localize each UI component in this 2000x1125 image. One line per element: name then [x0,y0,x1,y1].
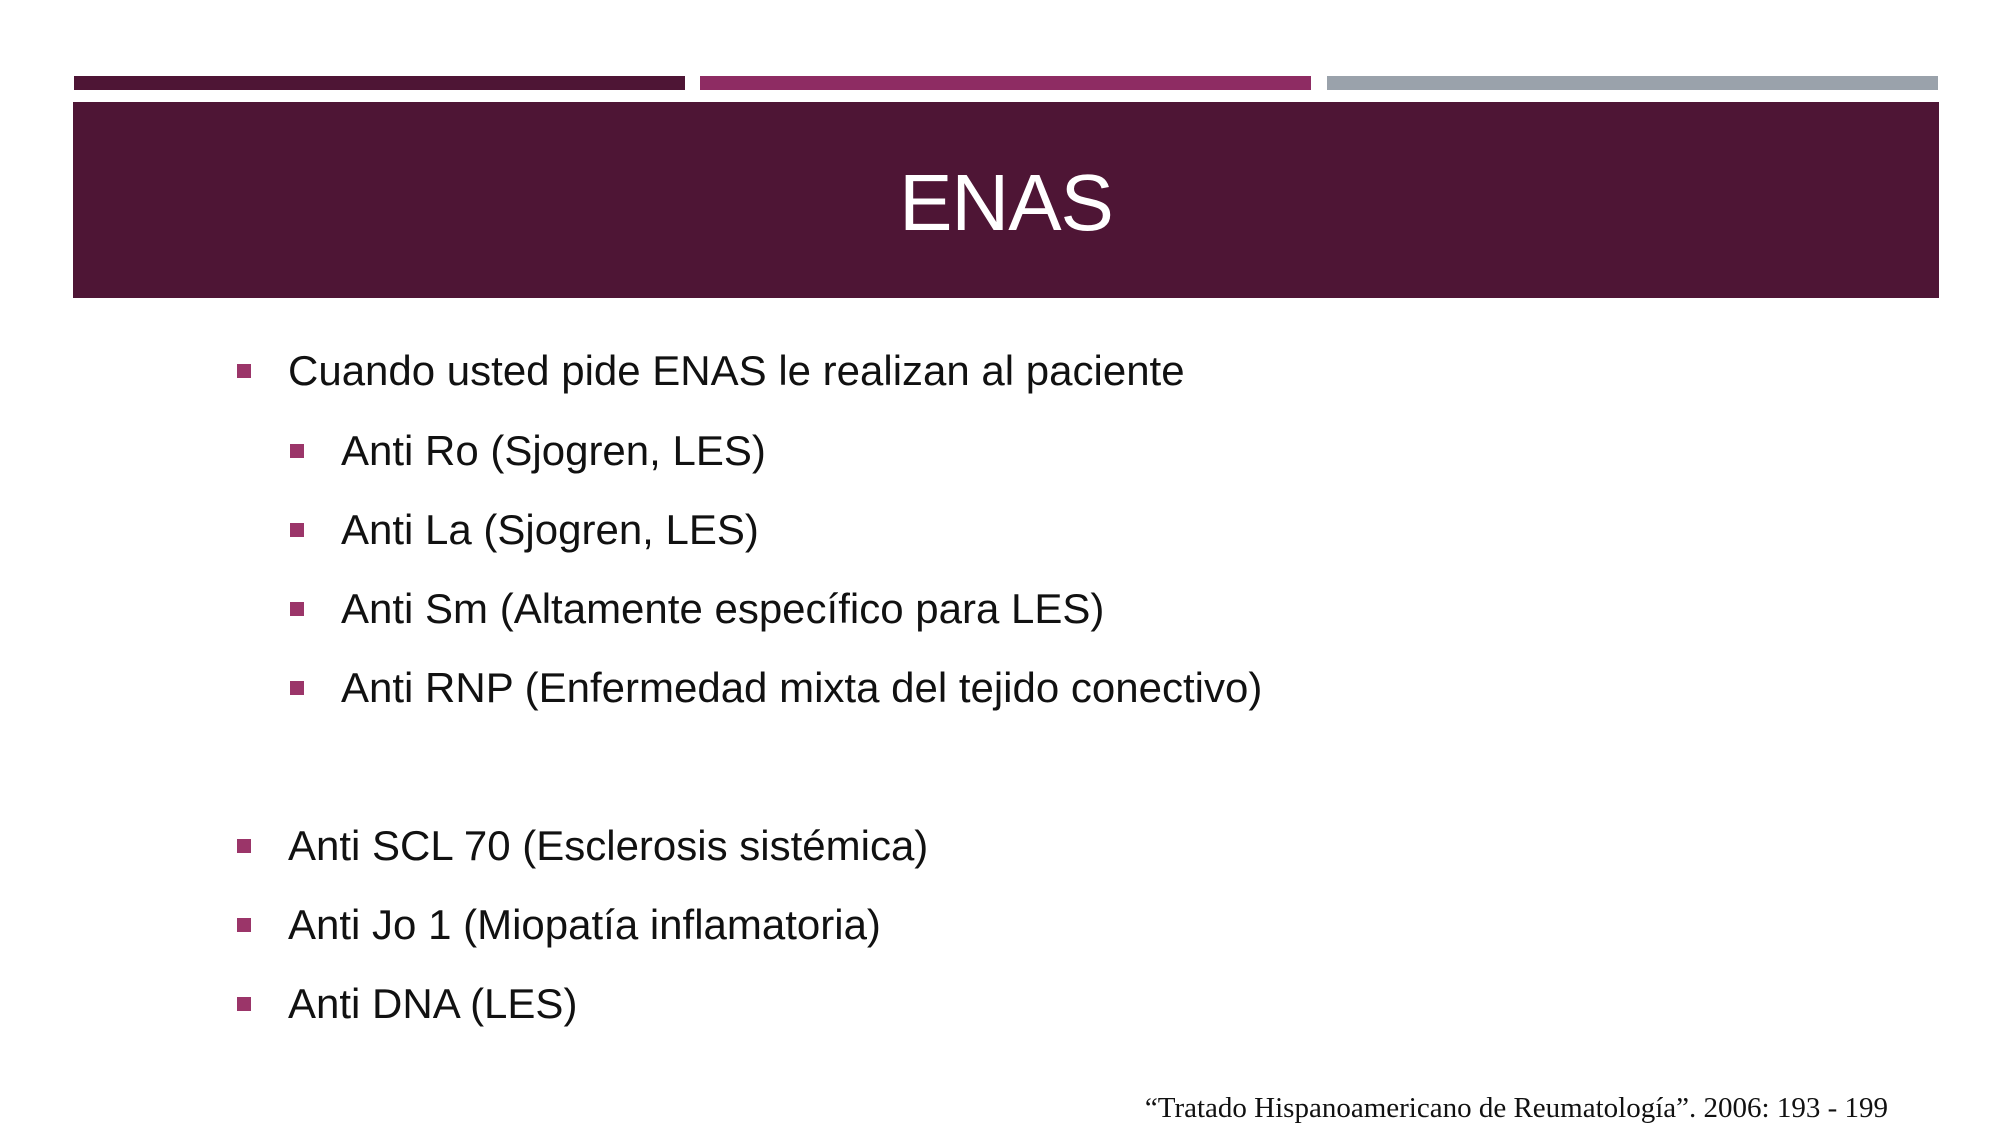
bullet-square-icon [237,364,251,378]
bullet-square-icon [290,602,304,616]
bullet-anti-jo1 [237,901,881,948]
sub-bullet-anti-ro [290,427,766,474]
bullet-intro [237,347,1185,394]
bullet-text: Anti DNA (LES) [288,980,578,1027]
bullet-text: Anti Sm (Altamente específico para LES) [341,585,1105,632]
bullet-square-icon [237,997,251,1011]
sub-bullet-anti-sm [290,585,1105,632]
bullet-square-icon [290,523,304,537]
bullet-text: Anti La (Sjogren, LES) [341,506,759,553]
bullet-text: Anti Ro (Sjogren, LES) [341,427,766,474]
bullet-text: Anti Jo 1 (Miopatía inflamatoria) [288,901,881,948]
bullet-anti-scl70 [237,822,929,869]
sub-bullet-anti-la [290,506,759,553]
sub-bullet-anti-rnp [290,664,1263,711]
bullet-square-icon [290,444,304,458]
bullet-square-icon [237,918,251,932]
slide-title: ENAS [899,158,1113,247]
citation: “Tratado Hispanoamericano de Reumatología”. 2006: 193 - 199 [1144,1092,1888,1124]
bullet-square-icon [237,839,251,853]
bullet-square-icon [290,681,304,695]
bullet-anti-dna [237,980,578,1027]
bullet-text: Cuando usted pide ENAS le realizan al paciente [288,347,1185,394]
bullet-text: Anti RNP (Enfermedad mixta del tejido conectivo) [341,664,1263,711]
bullet-text: Anti SCL 70 (Esclerosis sistémica) [288,822,929,869]
